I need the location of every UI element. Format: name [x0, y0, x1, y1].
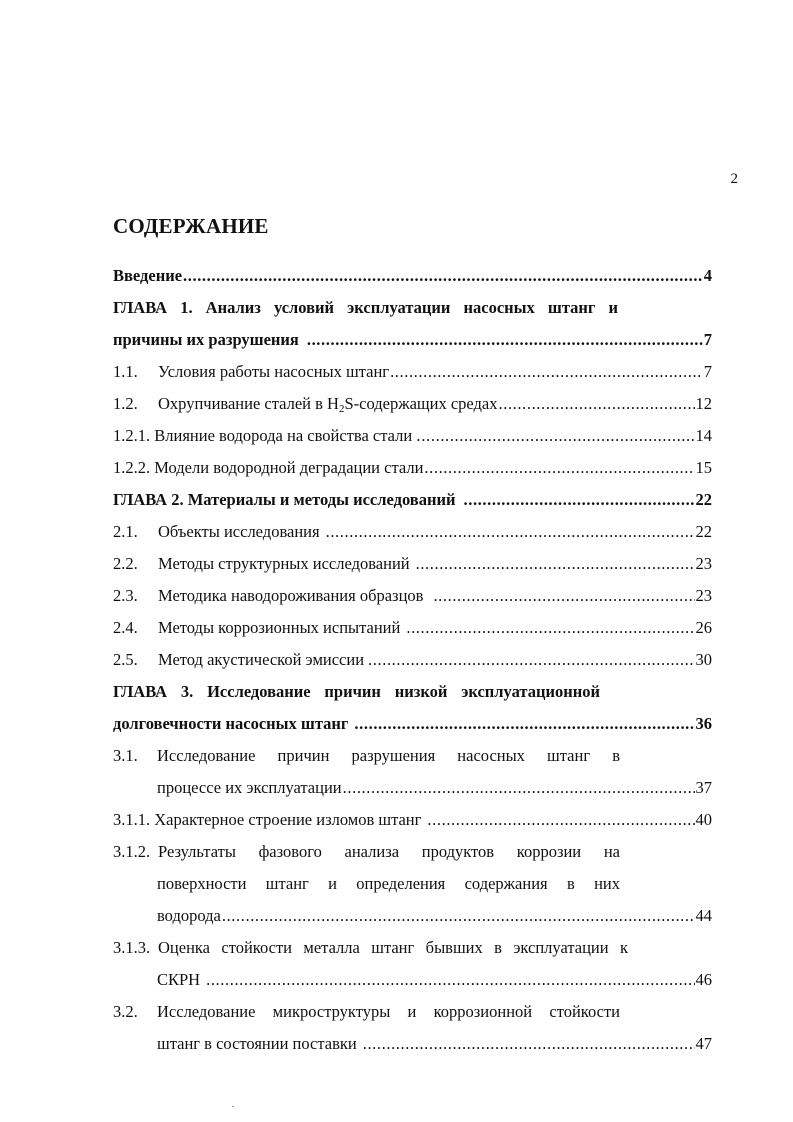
toc-section-number: 3.1.	[113, 746, 138, 765]
toc-section-number: 3.1.1.	[113, 810, 151, 829]
toc-entry-label: Результаты фазового анализа продуктов коррозии на	[158, 842, 620, 861]
toc-entry-chapter-3[interactable]	[113, 680, 712, 704]
dot-leader	[390, 360, 703, 384]
toc-entry-2-1[interactable]	[113, 520, 712, 544]
toc-entry-3-1-cont	[113, 776, 712, 800]
toc-entry-3-2-cont	[113, 1032, 712, 1056]
toc-entry-label: Методы структурных исследований	[158, 554, 410, 573]
toc-page-number: 23	[695, 586, 712, 605]
toc-entry-1-1[interactable]	[113, 360, 712, 384]
toc-entry-chapter-2[interactable]	[113, 488, 712, 512]
toc-section-number: 3.1.2.	[113, 842, 151, 861]
toc-page-number: 4	[703, 266, 712, 285]
toc-entry-label: СКРН	[157, 970, 201, 989]
toc-page-number: 40	[695, 810, 712, 829]
toc-section-number: 1.2.2.	[113, 458, 151, 477]
toc-entry-label: долговечности насосных штанг	[113, 714, 349, 733]
toc-entry-chapter-1-cont	[113, 328, 712, 352]
toc-entry-3-1-2-cont-2	[113, 904, 712, 928]
dot-leader	[343, 776, 695, 800]
toc-page-number: 14	[695, 426, 712, 445]
dot-leader	[206, 968, 694, 992]
toc-entry-3-1[interactable]	[113, 744, 712, 768]
toc-page-number: 22	[695, 490, 712, 509]
toc-page-number: 7	[703, 362, 712, 381]
toc-page-number: 15	[695, 458, 712, 477]
toc-section-number: 2.3.	[113, 586, 138, 605]
toc-section-number: 1.2.1.	[113, 426, 151, 445]
dot-leader	[464, 488, 695, 512]
dot-leader	[499, 392, 695, 416]
toc-page-number: 23	[695, 554, 712, 573]
toc-section-number: 2.1.	[113, 522, 138, 541]
toc-section-number: 2.4.	[113, 618, 138, 637]
toc-entry-label: 1.2.2. Модели водородной деградации стали	[113, 458, 424, 477]
scan-speck	[232, 1106, 234, 1107]
dot-leader	[421, 424, 694, 448]
dot-leader	[433, 584, 694, 608]
toc-page-number: 44	[695, 906, 712, 925]
toc-entry-label: Введение	[113, 266, 183, 285]
toc-entry-chapter-3-cont	[113, 712, 712, 736]
toc-entry-label: 3.1.1. Характерное строение изломов штанг	[113, 810, 422, 829]
toc-page-number: 26	[695, 618, 712, 637]
dot-leader	[368, 648, 694, 672]
toc-entry-label: поверхности штанг и определения содержания в них	[157, 874, 620, 893]
toc-entry-1-2-1[interactable]	[113, 424, 712, 448]
toc-entry-label: Методы коррозионных испытаний	[158, 618, 401, 637]
toc-page-number: 47	[695, 1034, 712, 1053]
toc-page-number: 36	[695, 714, 712, 733]
toc-entry-label: 1.2.1. Влияние водорода на свойства стали .	[113, 426, 421, 445]
toc-entry-2-4[interactable]	[113, 616, 712, 640]
toc-entry-3-1-2-cont	[113, 872, 712, 896]
dot-leader	[416, 552, 695, 576]
toc-entry-label: Исследование микроструктуры и коррозионной стойкости	[157, 1002, 620, 1021]
toc-entry-1-2[interactable]	[113, 392, 712, 416]
toc-entry-3-1-3-cont	[113, 968, 712, 992]
toc-page-number: 22	[695, 522, 712, 541]
toc-entry-introduction[interactable]	[113, 264, 712, 288]
toc-entry-label: Методика наводороживания образцов	[158, 586, 424, 605]
toc-entry-label: Объекты исследования	[158, 522, 320, 541]
dot-leader	[307, 328, 703, 352]
toc-entry-label: ГЛАВА 3. Исследование причин низкой эксплуатационной	[113, 682, 600, 701]
toc-entry-label: Оценка стойкости металла штанг бывших в эксплуатации к	[158, 938, 628, 957]
dot-leader	[326, 520, 695, 544]
dot-leader	[406, 616, 694, 640]
toc-entry-label: ГЛАВА 1. Анализ условий эксплуатации насосных штанг и	[113, 298, 618, 317]
toc-entry-chapter-1[interactable]	[113, 296, 712, 320]
toc-entry-3-1-1[interactable]	[113, 808, 712, 832]
dot-leader	[363, 1032, 695, 1056]
toc-section-number: 1.2.	[113, 394, 138, 413]
toc-entry-label: Исследование причин разрушения насосных штанг в	[157, 746, 620, 765]
toc-section-number: 2.5.	[113, 650, 138, 669]
toc-section-number: 2.2.	[113, 554, 138, 573]
toc-entry-2-2[interactable]	[113, 552, 712, 576]
page-number: 2	[730, 171, 738, 187]
toc-entry-3-1-2[interactable]	[113, 840, 712, 864]
toc-page-number: 7	[703, 330, 712, 349]
toc-section-number: 3.1.3.	[113, 938, 151, 957]
toc-page-number: 46	[695, 970, 712, 989]
dot-leader	[424, 456, 694, 480]
toc-section-number: 1.1.	[113, 362, 138, 381]
toc-section-number: 3.2.	[113, 1002, 138, 1021]
toc-page-number: 30	[695, 650, 712, 669]
toc-entry-label: процессе их эксплуатации	[157, 778, 342, 797]
dot-leader	[183, 264, 703, 288]
dot-leader	[354, 712, 694, 736]
toc-entry-label: ГЛАВА 2. Материалы и методы исследований	[113, 490, 456, 509]
toc-entry-label: Охрупчивание сталей в $H_2S$-содержащих средах	[158, 394, 498, 415]
toc-title: СОДЕРЖАНИЕ	[113, 214, 269, 238]
toc-entry-label: Условия работы насосных штанг	[158, 362, 390, 381]
toc-entry-2-5[interactable]	[113, 648, 712, 672]
toc-entry-3-2[interactable]	[113, 1000, 712, 1024]
dot-leader	[427, 808, 694, 832]
toc-entry-2-3[interactable]	[113, 584, 712, 608]
toc-page-number: 12	[695, 394, 712, 413]
toc-entry-label: водорода	[157, 906, 221, 925]
toc-entry-3-1-3[interactable]	[113, 936, 712, 960]
dot-leader	[222, 904, 695, 928]
toc-entry-label: Метод акустической эмиссии	[158, 650, 365, 669]
toc-entry-label: штанг в состоянии поставки	[157, 1034, 357, 1053]
toc-page-number: 37	[695, 778, 712, 797]
toc-entry-1-2-2[interactable]	[113, 456, 712, 480]
toc-entry-label: причины их разрушения	[113, 330, 299, 349]
